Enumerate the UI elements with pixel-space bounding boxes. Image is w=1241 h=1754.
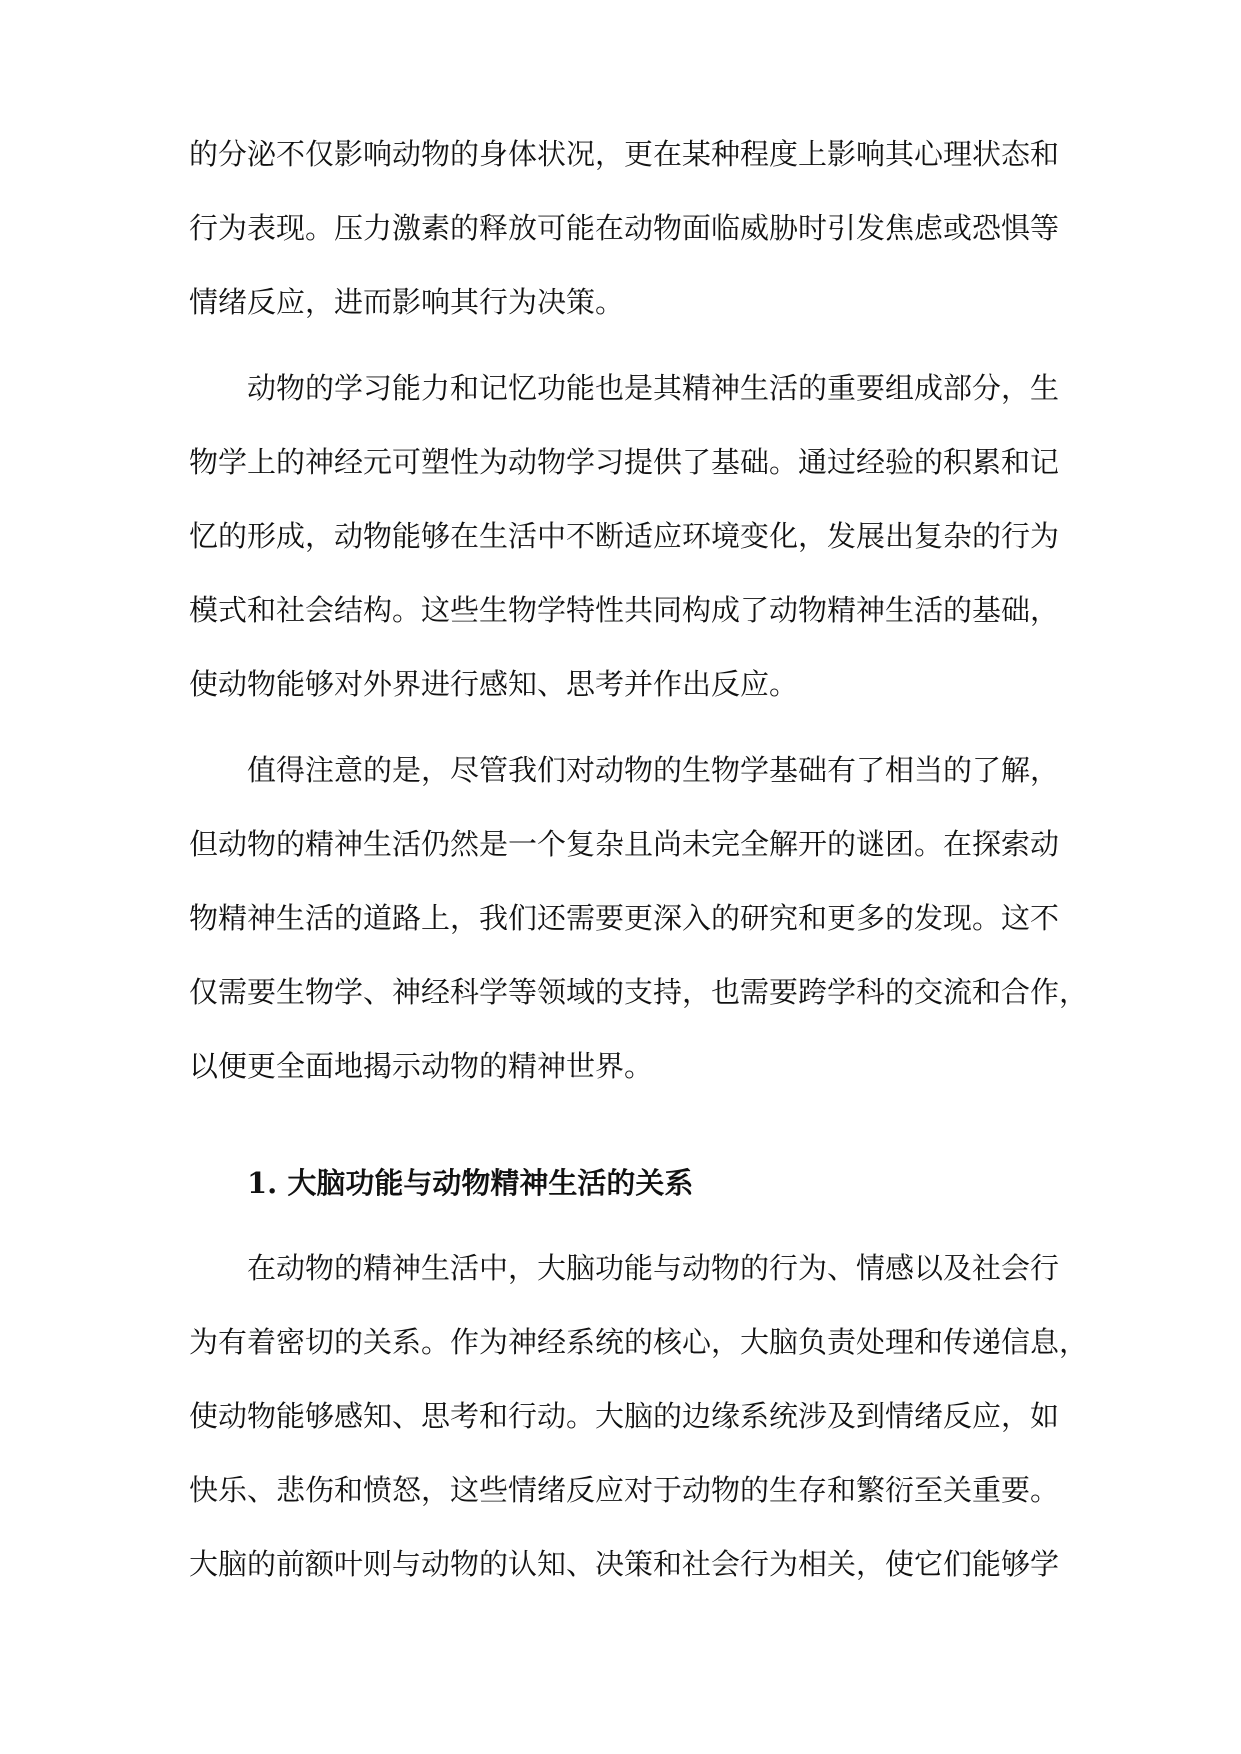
paragraph-2-line-3: 忆的形成，动物能够在生活中不断适应环境变化，发展出复杂的行为 <box>189 519 1060 553</box>
section-heading: 1. 大脑功能与动物精神生活的关系 <box>247 1166 694 1200</box>
paragraph-3-line-3: 物精神生活的道路上，我们还需要更深入的研究和更多的发现。这不 <box>189 901 1060 935</box>
section-paragraph-line-2: 为有着密切的关系。作为神经系统的核心，大脑负责处理和传递信息， <box>189 1325 1089 1359</box>
paragraph-1-line-3: 情绪反应，进而影响其行为决策。 <box>189 285 625 319</box>
section-paragraph-line-4: 快乐、悲伤和愤怒，这些情绪反应对于动物的生存和繁衍至关重要。 <box>189 1473 1060 1507</box>
paragraph-1-line-2: 行为表现。压力激素的释放可能在动物面临威胁时引发焦虑或恐惧等 <box>189 211 1060 245</box>
paragraph-2-line-4: 模式和社会结构。这些生物学特性共同构成了动物精神生活的基础， <box>189 593 1060 627</box>
paragraph-3-line-1: 值得注意的是，尽管我们对动物的生物学基础有了相当的了解， <box>247 753 1060 787</box>
paragraph-3-line-2: 但动物的精神生活仍然是一个复杂且尚未完全解开的谜团。在探索动 <box>189 827 1060 861</box>
section-paragraph-line-3: 使动物能够感知、思考和行动。大脑的边缘系统涉及到情绪反应，如 <box>189 1399 1060 1433</box>
section-paragraph-line-1: 在动物的精神生活中，大脑功能与动物的行为、情感以及社会行 <box>247 1251 1060 1285</box>
section-paragraph-line-5: 大脑的前额叶则与动物的认知、决策和社会行为相关，使它们能够学 <box>189 1547 1060 1581</box>
paragraph-2-line-1: 动物的学习能力和记忆功能也是其精神生活的重要组成部分，生 <box>247 371 1060 405</box>
paragraph-2-line-2: 物学上的神经元可塑性为动物学习提供了基础。通过经验的积累和记 <box>189 445 1060 479</box>
paragraph-3-line-4: 仅需要生物学、神经科学等领域的支持，也需要跨学科的交流和合作， <box>189 975 1089 1009</box>
paragraph-1-line-1: 的分泌不仅影响动物的身体状况，更在某种程度上影响其心理状态和 <box>189 137 1060 171</box>
paragraph-2-line-5: 使动物能够对外界进行感知、思考并作出反应。 <box>189 667 799 701</box>
paragraph-3-line-5: 以便更全面地揭示动物的精神世界。 <box>189 1049 654 1083</box>
